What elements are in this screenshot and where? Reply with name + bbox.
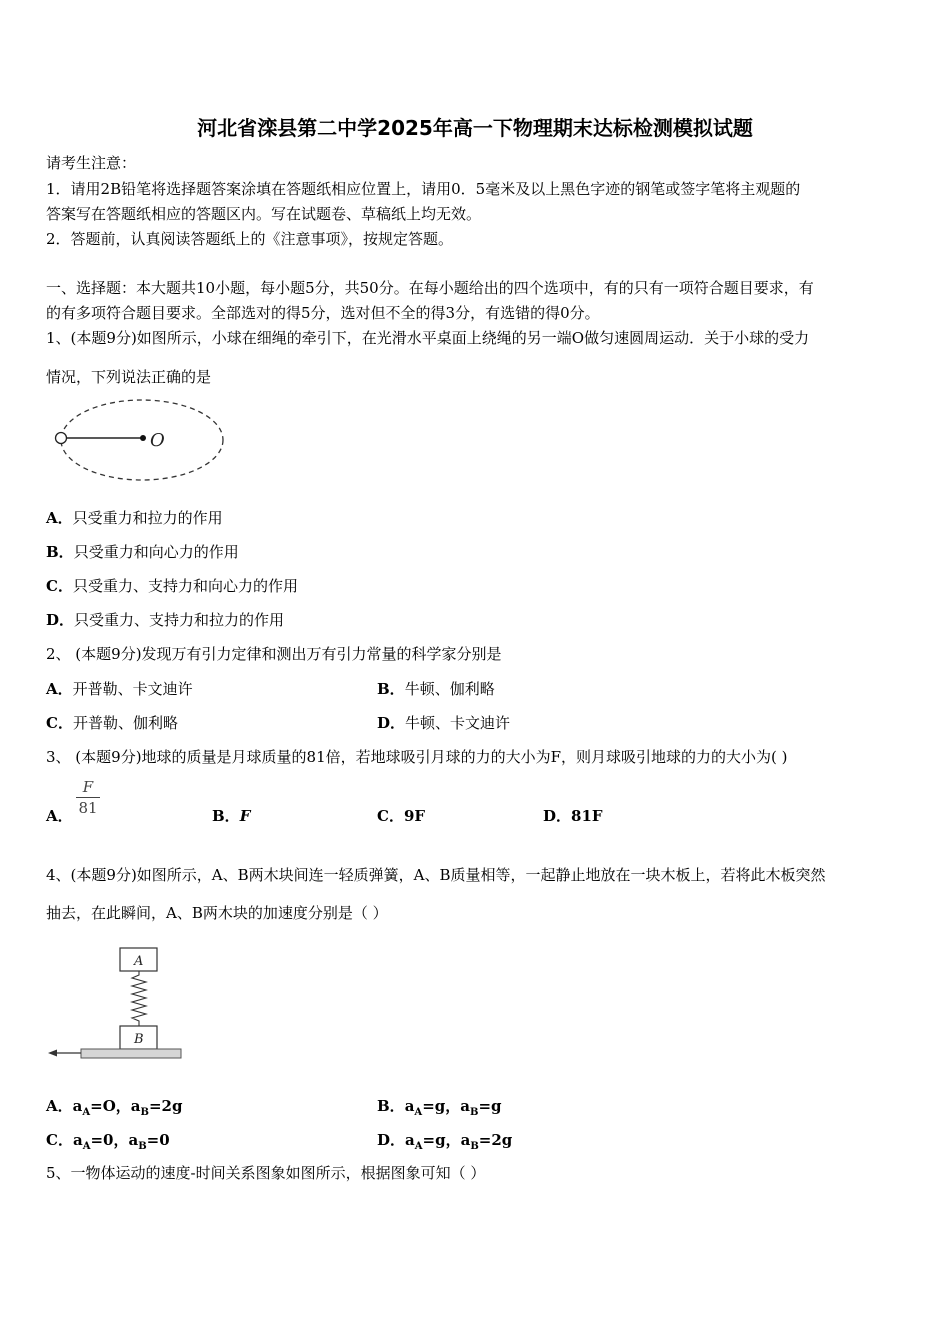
q1-option-a: A．只受重力和拉力的作用 (46, 509, 223, 527)
q3-option-d: D．81F (543, 807, 603, 825)
block-a-label: A (134, 954, 144, 969)
page-title: 河北省滦县第二中学2025年高一下物理期末达标检测模拟试题 (197, 116, 753, 140)
notice-line-1b: 答案写在答题纸相应的答题区内。写在试题卷、草稿纸上均无效。 (46, 205, 482, 223)
q4-option-c: C．$a_A=0$，$a_B=0$ (46, 1131, 170, 1152)
q4-option-a: A．$a_A=O$，$a_B=2g$ (46, 1097, 183, 1118)
center-point (140, 435, 146, 441)
pull-arrow-head (48, 1050, 57, 1057)
q2-option-d: D．牛顿、卡文迪许 (377, 714, 511, 732)
q4-spring-blocks-figure (44, 944, 186, 1064)
q4-option-b: B．$a_A=g$，$a_B=g$ (377, 1097, 502, 1118)
fraction-denominator: 81 (78, 799, 98, 817)
q2-option-b: B．牛顿、伽利略 (377, 680, 495, 698)
q1-stem-line2: 情况，下列说法正确的是 (46, 368, 212, 386)
q2-option-c: C．开普勒、伽利略 (46, 714, 178, 732)
q2-stem: 2、 (本题9分)发现万有引力定律和测出万有引力常量的科学家分别是 (46, 645, 502, 663)
wooden-board (81, 1049, 181, 1058)
q1-option-b: B．只受重力和向心力的作用 (46, 543, 239, 561)
notice-line-2: 2．答题前，认真阅读答题纸上的《注意事项》，按规定答题。 (46, 230, 454, 248)
q1-option-d: D．只受重力、支持力和拉力的作用 (46, 611, 285, 629)
q3-option-b: B．F (212, 807, 251, 825)
q4-stem-line2: 抽去，在此瞬间，A、B两木块的加速度分别是（ ） (46, 904, 388, 922)
q3-stem: 3、 (本题9分)地球的质量是月球质量的81倍，若地球吸引月球的力的大小为F，则月球吸引地球的力的大小为( ) (46, 748, 788, 766)
fraction-bar (76, 797, 100, 798)
q2-option-a: A．开普勒、卡文迪许 (46, 680, 193, 698)
fraction-numerator: F (82, 778, 94, 796)
spring (132, 971, 146, 1026)
q3-option-c: C．9F (377, 807, 426, 825)
notice-heading: 请考生注意： (46, 154, 137, 172)
q1-circular-motion-figure (50, 396, 230, 486)
center-label: O (150, 430, 165, 451)
q1-option-c: C．只受重力、支持力和向心力的作用 (46, 577, 298, 595)
notice-line-1a: 1．请用2B铅笔将选择题答案涂填在答题纸相应位置上，请用0．5毫米及以上黑色字迹的钢笔或签字笔将主观题的 (46, 180, 801, 198)
section-intro-1: 一、选择题：本大题共10小题，每小题5分，共50分。在每小题给出的四个选项中，有的只有一项符合题目要求，有 (46, 279, 814, 297)
ball (56, 433, 67, 444)
section-intro-2: 的有多项符合题目要求。全部选对的得5分，选对但不全的得3分，有选错的得0分。 (46, 304, 600, 322)
block-b-label: B (134, 1032, 144, 1047)
q3-option-a: A． (46, 807, 73, 825)
q3-option-a-fraction (76, 778, 100, 817)
q5-stem: 5、一物体运动的速度-时间关系图象如图所示，根据图象可知（ ） (46, 1164, 486, 1182)
q4-option-d: D．$a_A=g$，$a_B=2g$ (377, 1131, 513, 1152)
q1-stem-line1: 1、(本题9分)如图所示，小球在细绳的牵引下，在光滑水平桌面上绕绳的另一端O做匀速圆周运动．关于小球的受力 (46, 329, 810, 347)
q4-stem-line1: 4、(本题9分)如图所示，A、B两木块间连一轻质弹簧，A、B质量相等，一起静止地放在一块木板上，若将此木板突然 (46, 866, 826, 884)
